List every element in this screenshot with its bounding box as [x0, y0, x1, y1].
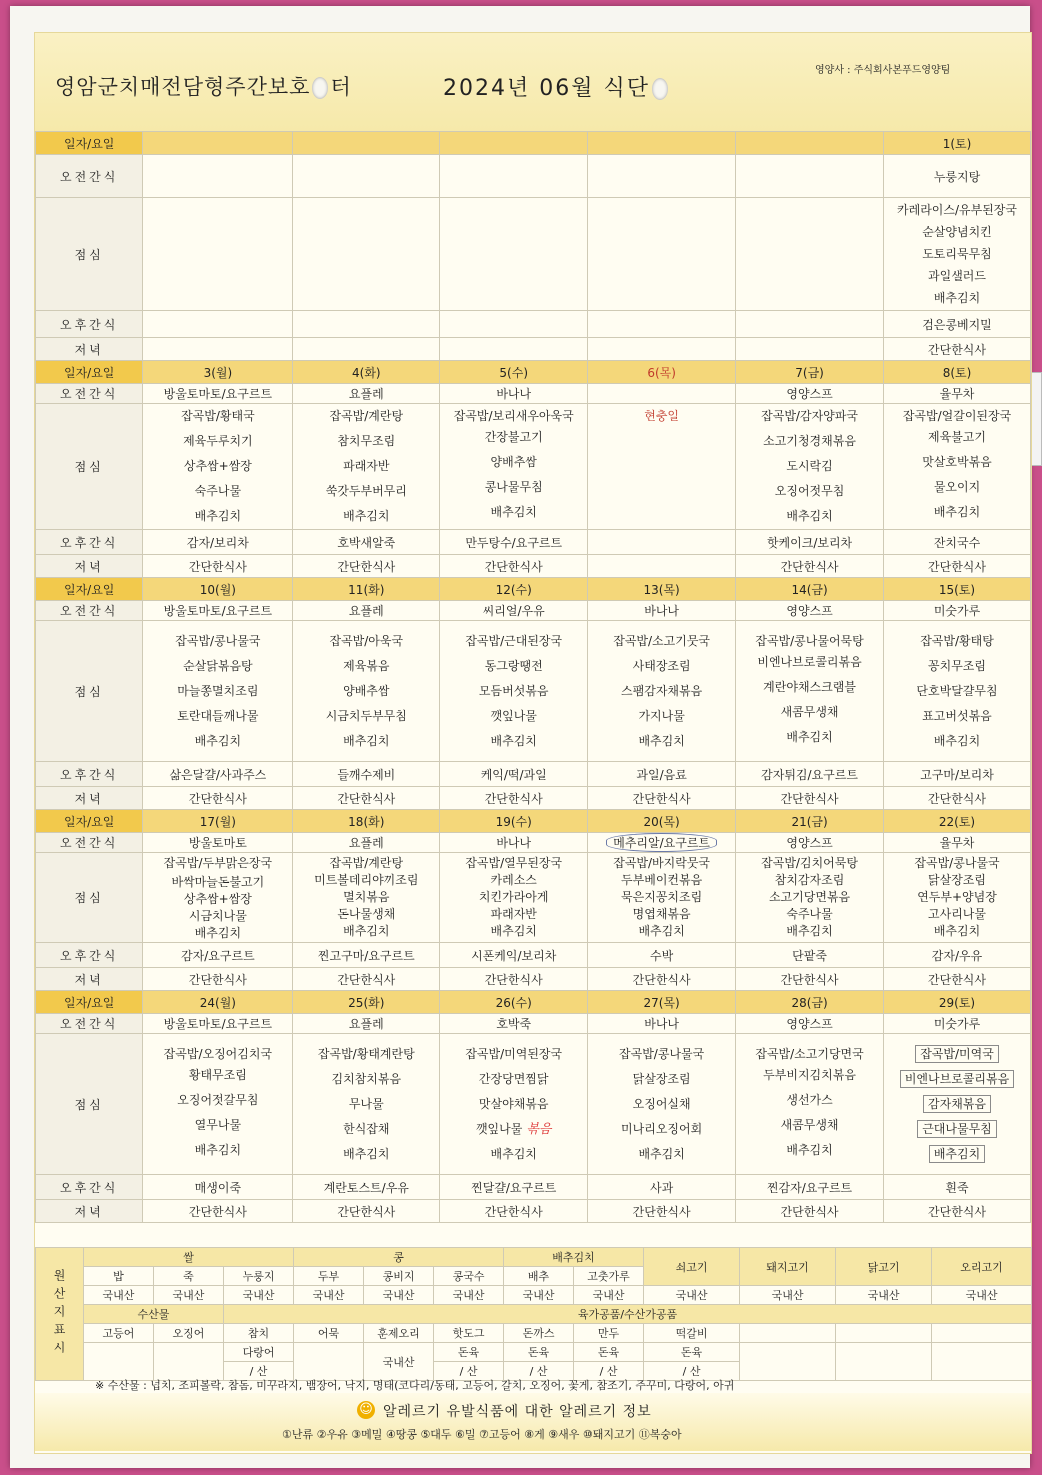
pm-snack-cell: 과일/음료 [588, 762, 736, 787]
dinner-cell [588, 555, 736, 578]
lunch-label: 점심 [36, 198, 143, 311]
menu-item: 배추김치 [933, 733, 981, 748]
am-snack-cell: 율무차 [884, 384, 1031, 404]
menu-item: 토란대들깨나물 [177, 708, 259, 723]
menu-item: 숙주나물 [786, 907, 833, 921]
dinner-cell: 간단한식사 [588, 787, 736, 810]
date-day-label: 일자/요일 [36, 991, 143, 1014]
menu-item: 연두부+양념장 [917, 890, 997, 904]
dinner-cell: 간단한식사 [736, 968, 884, 991]
menu-item: 잡곡밥/열무된장국 [465, 856, 563, 870]
pm-snack-label: 오후간식 [36, 943, 143, 968]
menu-item: 무나물 [348, 1096, 384, 1111]
menu-item: 스팸감자채볶음 [621, 683, 703, 698]
menu-item: 파래자반 [343, 459, 390, 473]
dinner-cell: 간단한식사 [143, 968, 293, 991]
am-snack-cell: 영양스프 [736, 601, 884, 621]
menu-cell: 간단한식사 [884, 338, 1031, 361]
pm-snack-label: 오후간식 [36, 1175, 143, 1200]
menu-item: 배추김치 [786, 729, 833, 744]
am-snack-cell: 방울토마토 [143, 833, 293, 853]
menu-item: 상추쌈+쌈장 [183, 892, 252, 906]
dinner-cell: 간단한식사 [884, 555, 1031, 578]
am-snack-label: 오전간식 [36, 601, 143, 621]
menu-item: 잡곡밥/계란탕 [329, 409, 404, 423]
dinner-cell: 간단한식사 [440, 1200, 588, 1223]
lunch-cell [143, 1034, 293, 1175]
am-snack-cell: 씨리얼/우유 [440, 601, 588, 621]
menu-title: 2024년 06월 식단 [443, 71, 670, 102]
dinner-cell: 간단한식사 [293, 787, 440, 810]
dinner-cell: 간단한식사 [293, 968, 440, 991]
pm-snack-cell: 들깨수제비 [293, 762, 440, 787]
pm-snack-cell: 케익/떡/과일 [440, 762, 588, 787]
menu-item: 잡곡밥/소고기당면국 [755, 1046, 864, 1061]
lunch-cell [884, 1034, 1031, 1175]
dinner-cell: 간단한식사 [884, 1200, 1031, 1223]
pm-snack-cell: 매생이죽 [143, 1175, 293, 1200]
dinner-label: 저녁 [36, 1200, 143, 1223]
date-cell: 12(수) [440, 578, 588, 601]
handwritten-note: 볶음 [526, 1121, 552, 1137]
lunch-cell [588, 853, 736, 943]
date-cell: 13(목) [588, 578, 736, 601]
menu-item: 잡곡밥/감자양파국 [761, 409, 858, 423]
allergy-title: 알레르기 유발식품에 대한 알레르기 정보 [383, 1404, 652, 1420]
menu-item: 표고버섯볶음 [922, 708, 992, 723]
lunch-cell [736, 621, 884, 762]
menu-item: 계란야채스크램블 [763, 679, 856, 694]
pm-snack-cell: 만두탕수/요구르트 [440, 530, 588, 555]
pm-snack-cell: 감자/보리차 [143, 530, 293, 555]
menu-item: 잡곡밥/얼갈이된장국 [902, 409, 1012, 423]
pm-snack-cell: 찐고구마/요구르트 [293, 943, 440, 968]
menu-item: 배추김치 [343, 509, 390, 523]
menu-item: 도토리묵무침 [922, 247, 992, 261]
menu-item: 배추김치 [194, 733, 242, 748]
menu-item: 근대나물무침 [885, 1117, 1029, 1142]
dinner-cell: 간단한식사 [440, 968, 588, 991]
date-cell: 10(월) [143, 578, 293, 601]
lunch-label: 점심 [36, 853, 143, 943]
seafood-note: ※ 수산물 : 넙치, 조피볼락, 참돔, 미꾸라지, 뱀장어, 낙지, 명태(코다리/동태, 고등어, 갈치, 오징어, 꽃게, 참조기, 주꾸미, 다랑어, 아귀 [95, 1379, 735, 1392]
am-snack-cell: 바나나 [588, 601, 736, 621]
circled-item: 메추리알/요구르트 [606, 833, 717, 852]
menu-item: 잡곡밥/콩나물국 [914, 856, 1000, 870]
pm-snack-label: 오후간식 [36, 311, 143, 338]
date-cell: 5(수) [440, 361, 588, 384]
menu-frame [34, 32, 1032, 1454]
dinner-cell: 간단한식사 [293, 555, 440, 578]
menu-item: 배추김치 [933, 291, 981, 305]
menu-item: 간장불고기 [484, 430, 543, 444]
lunch-cell [884, 621, 1031, 762]
nutritionist-label: 영양사 : 주식회사본푸드영양팀 [815, 65, 951, 76]
menu-item: 잡곡밥/소고기뭇국 [613, 633, 711, 648]
date-cell: 27(목) [588, 991, 736, 1014]
date-cell: 14(금) [736, 578, 884, 601]
menu-item: 배추김치 [194, 1142, 242, 1157]
menu-item: 배추김치 [638, 1146, 685, 1161]
pm-snack-cell: 사과 [588, 1175, 736, 1200]
origin-table: 원산지표시 쌀 콩 배추김치 쇠고기 돼지고기 닭고기 오리고기 밥 죽 누룽지 두부 콩비지 콩국수 배추 고춧가루 국내산 국내산 국내산 국내산 국내산 국내산 국내산 국내산 국내산 국내산 국내산 국내산 수산물 육가공품/수산가공품 고등어 오징어 참치 어묵 훈제오리 핫도그 돈까스 만두 떡갈비 다랑어 국내산 돈육 돈육 돈육 돈육 / 산 / 산 / 산 / 산 / 산 [35, 1247, 1032, 1381]
date-cell: 24(월) [143, 991, 293, 1014]
menu-item: 순살닭볶음탕 [183, 658, 253, 673]
menu-item: 두부비지김치볶음 [763, 1067, 856, 1082]
menu-item: 배추김치 [786, 509, 833, 523]
menu-item: 잡곡밥/두부맑은장국 [163, 856, 273, 870]
menu-header [35, 33, 1031, 131]
lunch-cell [588, 621, 736, 762]
am-snack-cell: 영양스프 [736, 384, 884, 404]
menu-item: 맛살호박볶음 [922, 455, 992, 469]
menu-item: 배추김치 [786, 924, 833, 938]
lunch-cell [736, 404, 884, 530]
lunch-cell [440, 853, 588, 943]
lunch-cell [736, 1034, 884, 1175]
menu-item: 카레소스 [490, 873, 537, 887]
punch-hole-icon [652, 78, 668, 100]
menu-item: 가지나물 [638, 708, 685, 723]
dinner-cell: 간단한식사 [736, 1200, 884, 1223]
menu-item: 배추김치 [490, 1146, 537, 1161]
pm-snack-cell: 찐달걀/요구르트 [440, 1175, 588, 1200]
menu-item: 도시락김 [786, 459, 833, 473]
menu-item: 오징어실채 [632, 1096, 691, 1111]
menu-item: 모듬버섯볶음 [478, 683, 549, 698]
dinner-label: 저녁 [36, 555, 143, 578]
lunch-cell [293, 621, 440, 762]
pm-snack-cell: 찐감자/요구르트 [736, 1175, 884, 1200]
menu-item: 순살양념치킨 [922, 225, 992, 239]
am-snack-cell: 바나나 [440, 833, 588, 853]
am-snack-cell: 바나나 [588, 1014, 736, 1034]
date-cell: 4(화) [293, 361, 440, 384]
lunch-cell [143, 621, 293, 762]
menu-item: 제육불고기 [928, 430, 986, 444]
pm-snack-cell: 감자/우유 [884, 943, 1031, 968]
pm-snack-cell: 흰죽 [884, 1175, 1031, 1200]
origin-label: 원산지표시 [36, 1248, 84, 1381]
menu-item: 깻잎나물 [490, 708, 537, 723]
pm-snack-cell: 감자/요구르트 [143, 943, 293, 968]
menu-item: 참치감자조림 [774, 873, 845, 887]
menu-item: 황태무조림 [188, 1067, 247, 1082]
dinner-label: 저녁 [36, 968, 143, 991]
menu-item: 감자채볶음 [885, 1092, 1029, 1117]
lunch-cell [588, 404, 736, 530]
menu-item: 시금치두부무침 [325, 708, 407, 723]
dinner-cell: 간단한식사 [143, 787, 293, 810]
date-cell: 26(수) [440, 991, 588, 1014]
am-snack-label: 오전간식 [36, 384, 143, 404]
menu-item: 배추김치 [343, 733, 390, 748]
menu-item: 잡곡밥/콩나물어묵탕 [755, 633, 864, 648]
menu-item: 소고기당면볶음 [768, 890, 851, 904]
lunch-cell [440, 621, 588, 762]
menu-item: 배추김치 [194, 509, 242, 523]
menu-item: 간장당면찜닭 [478, 1071, 549, 1086]
menu-cell: 누룽지탕 [884, 155, 1031, 198]
am-snack-cell [588, 384, 736, 404]
menu-item: 파래자반 [490, 907, 537, 921]
dinner-label: 저녁 [36, 787, 143, 810]
dinner-cell: 간단한식사 [143, 555, 293, 578]
am-snack-cell: 미숫가루 [884, 1014, 1031, 1034]
menu-item: 잡곡밥/보리새우아욱국 [453, 409, 574, 423]
pm-snack-cell: 고구마/보리차 [884, 762, 1031, 787]
date-cell: 15(토) [884, 578, 1031, 601]
smiley-icon: ☺ [357, 1401, 375, 1419]
menu-item: 배추김치 [638, 733, 685, 748]
am-snack-cell: 방울토마토/요구르트 [143, 384, 293, 404]
lunch-cell [440, 404, 588, 530]
date-cell: 8(토) [884, 361, 1031, 384]
date-cell: 7(금) [736, 361, 884, 384]
am-snack-cell: 영양스프 [736, 1014, 884, 1034]
dinner-cell: 간단한식사 [736, 787, 884, 810]
lunch-label: 점심 [36, 404, 143, 530]
pm-snack-cell: 감자튀김/요구르트 [736, 762, 884, 787]
date-cell: 21(금) [736, 810, 884, 833]
menu-item: 제육두루치기 [183, 434, 253, 448]
date-cell: 19(수) [440, 810, 588, 833]
lunch-cell [293, 853, 440, 943]
pm-snack-cell: 단팥죽 [736, 943, 884, 968]
dinner-cell: 간단한식사 [736, 555, 884, 578]
menu-item: 새콤무생채 [780, 704, 839, 719]
dinner-cell: 간단한식사 [143, 1200, 293, 1223]
date-cell: 22(토) [884, 810, 1031, 833]
am-snack-cell [588, 833, 736, 853]
menu-item: 명엽채볶음 [632, 907, 691, 921]
date-day-label: 일자/요일 [36, 810, 143, 833]
lunch-cell [884, 198, 1031, 311]
am-snack-label: 오전간식 [36, 833, 143, 853]
menu-item: 잡곡밥/미역된장국 [465, 1046, 563, 1061]
lunch-cell [143, 853, 293, 943]
menu-item: 미나리오징어회 [621, 1121, 703, 1136]
dinner-cell: 간단한식사 [440, 555, 588, 578]
menu-item: 잡곡밥/황태국 [181, 409, 255, 423]
am-snack-label: 오전간식 [36, 155, 143, 198]
date-cell: 28(금) [736, 991, 884, 1014]
lunch-label: 점심 [36, 621, 143, 762]
menu-item: 미트볼데리야끼조림 [314, 873, 419, 887]
menu-item: 참치무조림 [337, 434, 396, 448]
menu-item: 현충일 [644, 409, 680, 423]
menu-item: 배추김치 [343, 1146, 390, 1161]
menu-item: 열무나물 [194, 1117, 242, 1132]
menu-item: 오징어젓갈무침 [177, 1092, 259, 1107]
menu-item: 배추김치 [933, 924, 981, 938]
date-cell: 29(토) [884, 991, 1031, 1014]
menu-item: 잡곡밥/미역국 [885, 1042, 1029, 1067]
dinner-cell: 간단한식사 [293, 1200, 440, 1223]
lunch-cell [293, 404, 440, 530]
menu-item: 상추쌈+쌈장 [183, 459, 252, 473]
menu-item: 카레라이스/유부된장국 [897, 203, 1017, 217]
menu-item: 잡곡밥/황태계란탕 [317, 1046, 415, 1061]
am-snack-cell: 요플레 [293, 833, 440, 853]
am-snack-cell: 미숫가루 [884, 601, 1031, 621]
menu-item: 바싹마늘돈불고기 [171, 875, 265, 889]
menu-item: 멸치볶음 [343, 890, 390, 904]
menu-item: 맛살야채볶음 [478, 1096, 549, 1111]
menu-item: 새콤무생채 [780, 1117, 839, 1132]
date-cell: 17(월) [143, 810, 293, 833]
date-cell: 6(목) [588, 361, 736, 384]
am-snack-cell: 호박죽 [440, 1014, 588, 1034]
dinner-cell: 간단한식사 [588, 1200, 736, 1223]
am-snack-cell: 요플레 [293, 1014, 440, 1034]
lunch-cell [884, 853, 1031, 943]
pm-snack-cell: 수박 [588, 943, 736, 968]
menu-item: 양배추쌈 [343, 683, 390, 698]
am-snack-cell: 영양스프 [736, 833, 884, 853]
menu-item: 배추김치 [490, 733, 537, 748]
menu-item: 배추김치 [343, 924, 390, 938]
dinner-label: 저녁 [36, 338, 143, 361]
menu-item: 배추김치 [885, 1142, 1029, 1167]
menu-item: 마늘쫑멸치조림 [177, 683, 259, 698]
menu-item: 물오이지 [933, 480, 981, 494]
menu-item: 치킨가라아게 [478, 890, 549, 904]
pm-snack-cell: 계란토스트/우유 [293, 1175, 440, 1200]
menu-item: 묵은지꽁치조림 [621, 890, 703, 904]
menu-item: 비엔나브로콜리볶음 [885, 1067, 1029, 1092]
pm-snack-label: 오후간식 [36, 530, 143, 555]
pm-snack-cell: 잔치국수 [884, 530, 1031, 555]
menu-cell: 1(토) [884, 132, 1031, 155]
menu-item: 배추김치 [490, 924, 537, 938]
menu-table [35, 131, 1031, 1223]
pm-snack-cell: 삶은달걀/사과주스 [143, 762, 293, 787]
date-day-label: 일자/요일 [36, 578, 143, 601]
menu-item: 제육볶음 [343, 658, 390, 673]
dinner-cell: 간단한식사 [884, 968, 1031, 991]
date-cell: 3(월) [143, 361, 293, 384]
menu-item: 배추김치 [194, 926, 242, 940]
menu-item: 시금치나물 [188, 909, 247, 923]
pm-snack-cell: 핫케이크/보리차 [736, 530, 884, 555]
date-day-label: 일자/요일 [36, 132, 143, 155]
menu-item: 고사리나물 [928, 907, 986, 921]
am-snack-cell: 율무차 [884, 833, 1031, 853]
menu-item: 소고기청경채볶음 [763, 434, 856, 448]
am-snack-cell: 요플레 [293, 601, 440, 621]
lunch-label: 점심 [36, 1034, 143, 1175]
menu-cell: 검은콩베지밀 [884, 311, 1031, 338]
pm-snack-cell: 호박새알죽 [293, 530, 440, 555]
menu-item: 두부베이컨볶음 [621, 873, 703, 887]
punch-hole-icon [312, 77, 328, 99]
menu-item: 동그랑땡전 [484, 658, 543, 673]
menu-item: 깻잎나물 볶음 [475, 1121, 552, 1137]
menu-item: 잡곡밥/콩나물국 [619, 1046, 705, 1061]
dinner-cell: 간단한식사 [588, 968, 736, 991]
lunch-cell [884, 404, 1031, 530]
date-day-label: 일자/요일 [36, 361, 143, 384]
dinner-cell: 간단한식사 [884, 787, 1031, 810]
lunch-cell [440, 1034, 588, 1175]
menu-item: 비엔나브로콜리볶음 [757, 654, 862, 669]
dinner-cell: 간단한식사 [440, 787, 588, 810]
menu-item: 쑥갓두부버무리 [325, 484, 407, 498]
menu-item: 꽁치무조림 [928, 658, 986, 673]
menu-item: 과일샐러드 [928, 269, 986, 283]
menu-item: 잡곡밥/황태탕 [920, 633, 994, 648]
date-cell: 20(목) [588, 810, 736, 833]
menu-item: 배추김치 [490, 505, 537, 519]
menu-item: 배추김치 [638, 924, 685, 938]
menu-item: 잡곡밥/바지락뭇국 [613, 856, 711, 870]
am-snack-cell: 방울토마토/요구르트 [143, 601, 293, 621]
am-snack-cell: 요플레 [293, 384, 440, 404]
allergy-list: ①난류 ②우유 ③메밀 ④땅콩 ⑤대두 ⑥밀 ⑦고등어 ⑧게 ⑨새우 ⑩돼지고기 ⑪복숭아 [282, 1428, 682, 1441]
pm-snack-cell: 시폰케익/보리차 [440, 943, 588, 968]
menu-item: 잡곡밥/아욱국 [329, 633, 404, 648]
date-cell: 18(화) [293, 810, 440, 833]
menu-item: 잡곡밥/콩나물국 [175, 633, 261, 648]
date-cell: 25(화) [293, 991, 440, 1014]
menu-item: 닭살장조림 [632, 1071, 691, 1086]
center-title: 영암군치매전담형주간보호 터 [55, 75, 352, 99]
lunch-cell [293, 1034, 440, 1175]
menu-item: 잡곡밥/김치어묵탕 [761, 856, 858, 870]
menu-item: 오징어젓무침 [774, 484, 845, 498]
menu-item: 닭살장조림 [928, 873, 986, 887]
menu-item: 배추김치 [933, 505, 981, 519]
menu-item: 생선가스 [786, 1092, 833, 1107]
menu-item: 사태장조림 [632, 658, 691, 673]
am-snack-label: 오전간식 [36, 1014, 143, 1034]
lunch-cell [143, 404, 293, 530]
lunch-cell [588, 1034, 736, 1175]
pm-snack-cell [588, 530, 736, 555]
am-snack-cell: 방울토마토/요구르트 [143, 1014, 293, 1034]
menu-item: 양배추쌈 [490, 455, 537, 469]
menu-item: 잡곡밥/오징어김치국 [163, 1046, 273, 1061]
menu-item: 콩나물무침 [484, 480, 543, 494]
menu-item: 돈나물생채 [337, 907, 396, 921]
menu-item: 숙주나물 [194, 484, 242, 498]
menu-item: 김치참치볶음 [331, 1071, 402, 1086]
menu-item: 잡곡밥/계란탕 [329, 856, 404, 870]
menu-item: 한식잡채 [343, 1121, 390, 1136]
am-snack-cell: 바나나 [440, 384, 588, 404]
menu-item: 배추김치 [786, 1142, 833, 1157]
pm-snack-label: 오후간식 [36, 762, 143, 787]
allergy-bar [35, 1393, 1031, 1451]
date-cell: 11(화) [293, 578, 440, 601]
menu-item: 단호박달걀무침 [916, 683, 998, 698]
menu-item: 잡곡밥/근대된장국 [465, 633, 563, 648]
lunch-cell [736, 853, 884, 943]
